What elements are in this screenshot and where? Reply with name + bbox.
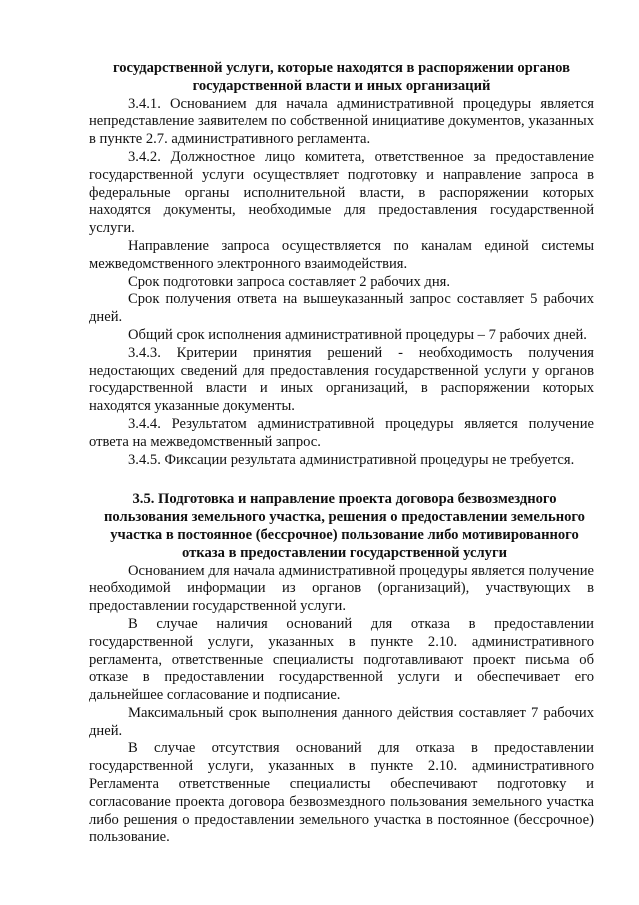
paragraph-3-4-2: 3.4.2. Должностное лицо комитета, ответственное за предоставление государственной услуги осуществляет подготовку и направление запроса в федеральные органы исполнительной власти, в распоряжении которых находятся документы, необходимые для предоставления государственной услуги. <box>89 148 594 237</box>
paragraph-refusal-case: В случае наличия оснований для отказа в предоставлении государственной услуги, указанных в пункте 2.10. административного регламента, ответственные специалисты подготавливают проект письма об отказе в предоставлении государственной услуги и обеспечивает его дальнейшее согласование и подписание. <box>89 615 594 704</box>
paragraph-request-prep-term: Срок подготовки запроса составляет 2 рабочих дня. <box>128 273 451 290</box>
document-page <box>89 60 594 847</box>
paragraph-3-4-4: 3.4.4. Результатом административной процедуры является получение ответа на межведомственный запрос. <box>89 415 594 450</box>
section-heading-3-5: 3.5. Подготовка и направление проекта договора безвозмездного пользования земельного участка, решения о предоставлении земельного участка в постоянное (бессрочное) пользование либо мотивированного отказа в предоставлении государственной услуги <box>104 491 585 561</box>
section-heading-continued: государственной услуги, которые находятся в распоряжении органов государственной власти и иных организаций <box>113 60 570 94</box>
paragraph-3-4-1: 3.4.1. Основанием для начала административной процедуры является непредставление заявителем по собственной инициативе документов, указанных в пункте 2.7. административного регламента. <box>89 95 594 148</box>
section-spacer <box>89 469 594 491</box>
paragraph-basis: Основанием для начала административной процедуры является получение необходимой информации из органов (организаций), участвующих в предоставлении государственной услуги. <box>89 562 594 615</box>
paragraph-no-refusal-case: В случае отсутствия оснований для отказа в предоставлении государственной услуги, указанных в пункте 2.10. административного Регламента ответственные специалисты обеспечивают подготовку и согласование проекта договора безвозмездного пользования земельного участка либо решения о предоставлении земельного участка в постоянное (бессрочное) пользование. <box>89 740 594 846</box>
paragraph-request-channel: Направление запроса осуществляется по каналам единой системы межведомственного электронного взаимодействия. <box>89 237 594 272</box>
paragraph-3-4-3: 3.4.3. Критерии принятия решений - необходимость получения недостающих сведений для предоставления государственной услуги у органов государственной власти и иных организаций, в распоряжении которых находятся указанные документы. <box>89 344 594 415</box>
paragraph-max-term: Максимальный срок выполнения данного действия составляет 7 рабочих дней. <box>89 704 594 739</box>
paragraph-3-4-5: 3.4.5. Фиксации результата административной процедуры не требуется. <box>128 451 575 468</box>
paragraph-total-term: Общий срок исполнения административной процедуры – 7 рабочих дней. <box>128 326 587 343</box>
paragraph-response-term: Срок получения ответа на вышеуказанный запрос составляет 5 рабочих дней. <box>89 291 594 326</box>
